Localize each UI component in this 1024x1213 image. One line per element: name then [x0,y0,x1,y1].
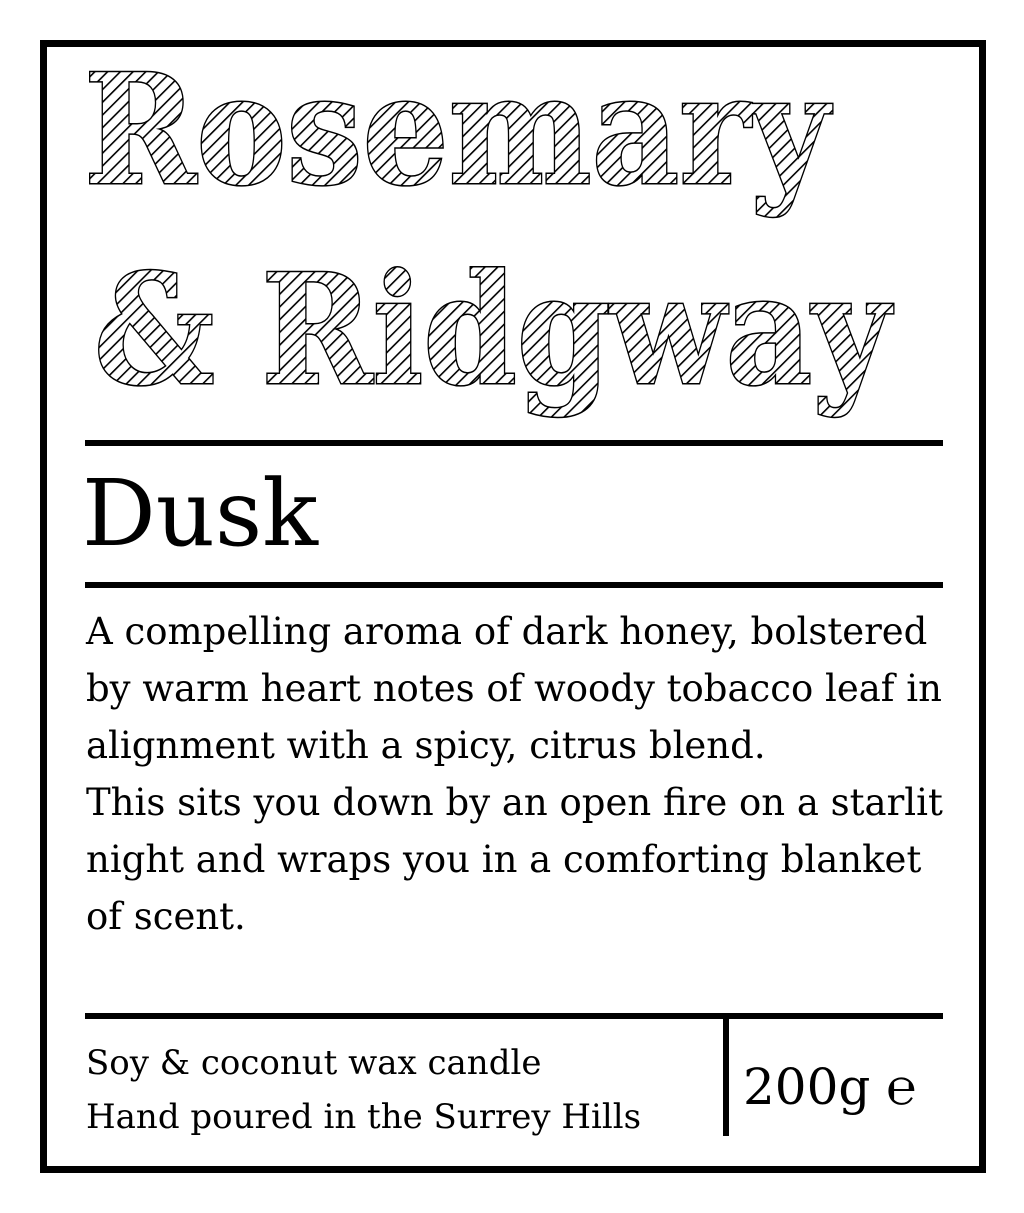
rule-below-product-name [85,582,943,588]
rule-below-brand [85,440,943,446]
scent-description [86,603,946,945]
description-paragraph-2: This sits you down by an open fire on a starlit night and wraps you in a comforting blanket of scent. [86,781,943,938]
brand-name-line-2: & Ridgway [94,240,894,419]
description-paragraph-1: A compelling aroma of dark honey, bolstered by warm heart notes of woody tobacco leaf in alignment with a spicy, citrus blend. [86,610,942,767]
brand-name-line-1: Rosemary [84,40,833,219]
rule-above-footer [85,1013,943,1019]
product-name: Dusk [82,460,318,567]
brand-logo [0,0,1024,440]
net-weight: 200g ℮ [743,1058,917,1116]
footer-divider [723,1018,729,1136]
wax-type-text: Soy & coconut wax candle [86,1043,542,1083]
product-details [86,1036,641,1144]
origin-text: Hand poured in the Surrey Hills [86,1097,642,1137]
